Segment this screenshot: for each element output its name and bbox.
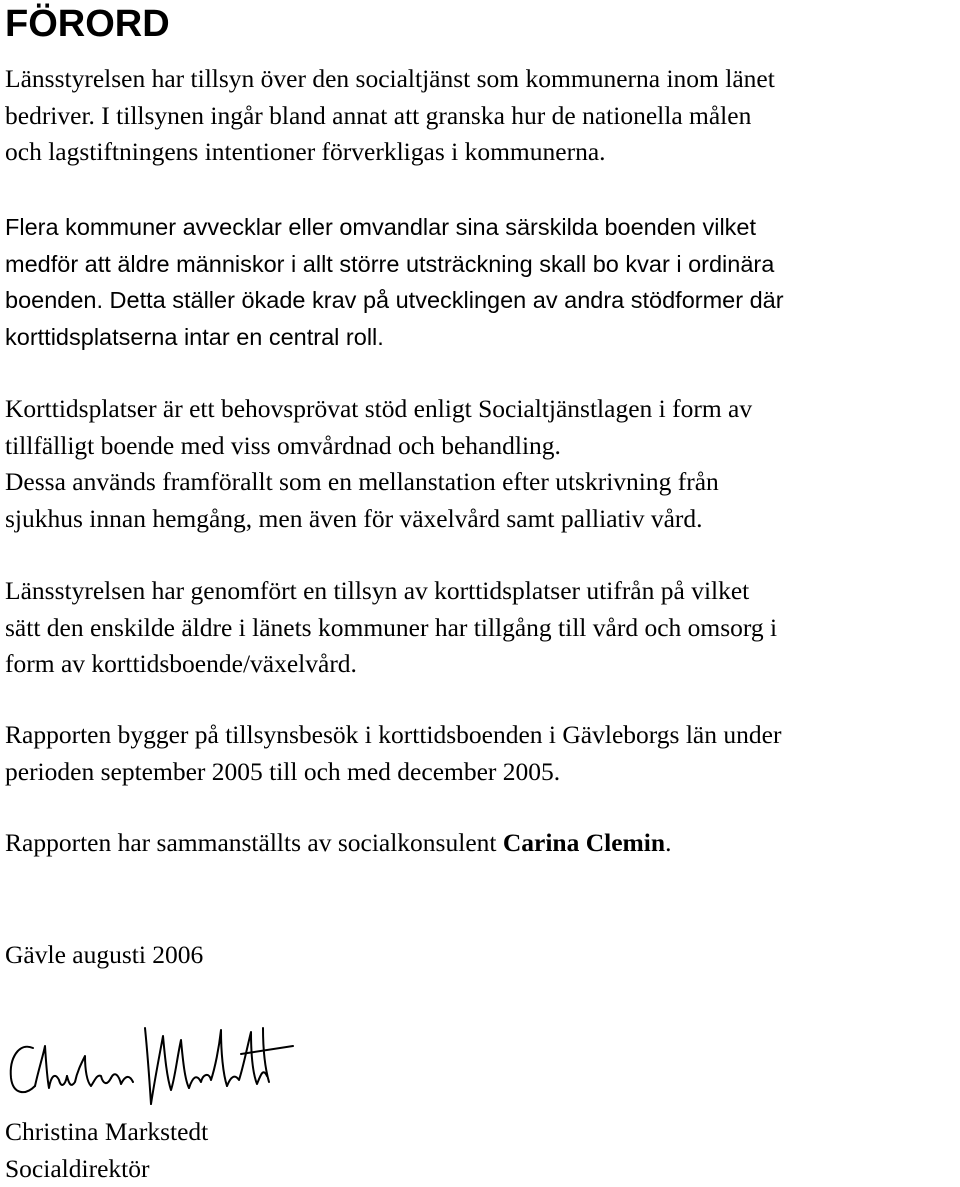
text-line: Länsstyrelsen har genomfört en tillsyn av korttidsplatser utifrån på vilket <box>5 573 960 610</box>
paragraph-intro <box>5 61 960 171</box>
text-line: Dessa används framförallt som en mellanstation efter utskrivning från <box>5 464 960 501</box>
place-date-text: Gävle augusti 2006 <box>5 937 960 974</box>
text-line: Flera kommuner avvecklar eller omvandlar sina särskilda boenden vilket <box>5 209 960 246</box>
text-line: form av korttidsboende/växelvård. <box>5 646 960 683</box>
author-name: Carina Clemin <box>503 828 665 857</box>
page-title: FÖRORD <box>5 2 170 46</box>
text-line: medför att äldre människor i allt större utsträckning skall bo kvar i ordinära <box>5 246 960 283</box>
text-line: Korttidsplatser är ett behovsprövat stöd enligt Socialtjänstlagen i form av <box>5 391 960 428</box>
paragraph-author <box>5 825 960 862</box>
text-line: sätt den enskilde äldre i länets kommuner har tillgång till vård och omsorg i <box>5 610 960 647</box>
paragraph-tillsyn <box>5 573 960 683</box>
paragraph-boenden <box>5 209 960 355</box>
signature-image <box>5 1018 295 1110</box>
text-line: Rapporten bygger på tillsynsbesök i korttidsboenden i Gävleborgs län under <box>5 717 960 754</box>
text-line: korttidsplatserna intar en central roll. <box>5 319 960 356</box>
signatory-title: Socialdirektör <box>5 1151 960 1187</box>
author-suffix: . <box>665 828 671 857</box>
text-line: boenden. Detta ställer ökade krav på utvecklingen av andra stödformer där <box>5 282 960 319</box>
signature-block <box>5 1114 960 1187</box>
paragraph-korttidsplatser <box>5 391 960 537</box>
text-line: Länsstyrelsen har tillsyn över den socialtjänst som kommunerna inom länet <box>5 61 960 98</box>
text-line: bedriver. I tillsynen ingår bland annat att granska hur de nationella målen <box>5 98 960 135</box>
signatory-name: Christina Markstedt <box>5 1114 960 1151</box>
text-line: och lagstiftningens intentioner förverkligas i kommunerna. <box>5 134 960 171</box>
paragraph-rapporten <box>5 717 960 790</box>
text-line: perioden september 2005 till och med december 2005. <box>5 754 960 791</box>
place-date <box>5 937 960 974</box>
author-prefix: Rapporten har sammanställts av socialkonsulent <box>5 828 503 857</box>
text-line: tillfälligt boende med viss omvårdnad och behandling. <box>5 428 960 465</box>
text-line: sjukhus innan hemgång, men även för växelvård samt palliativ vård. <box>5 501 960 538</box>
